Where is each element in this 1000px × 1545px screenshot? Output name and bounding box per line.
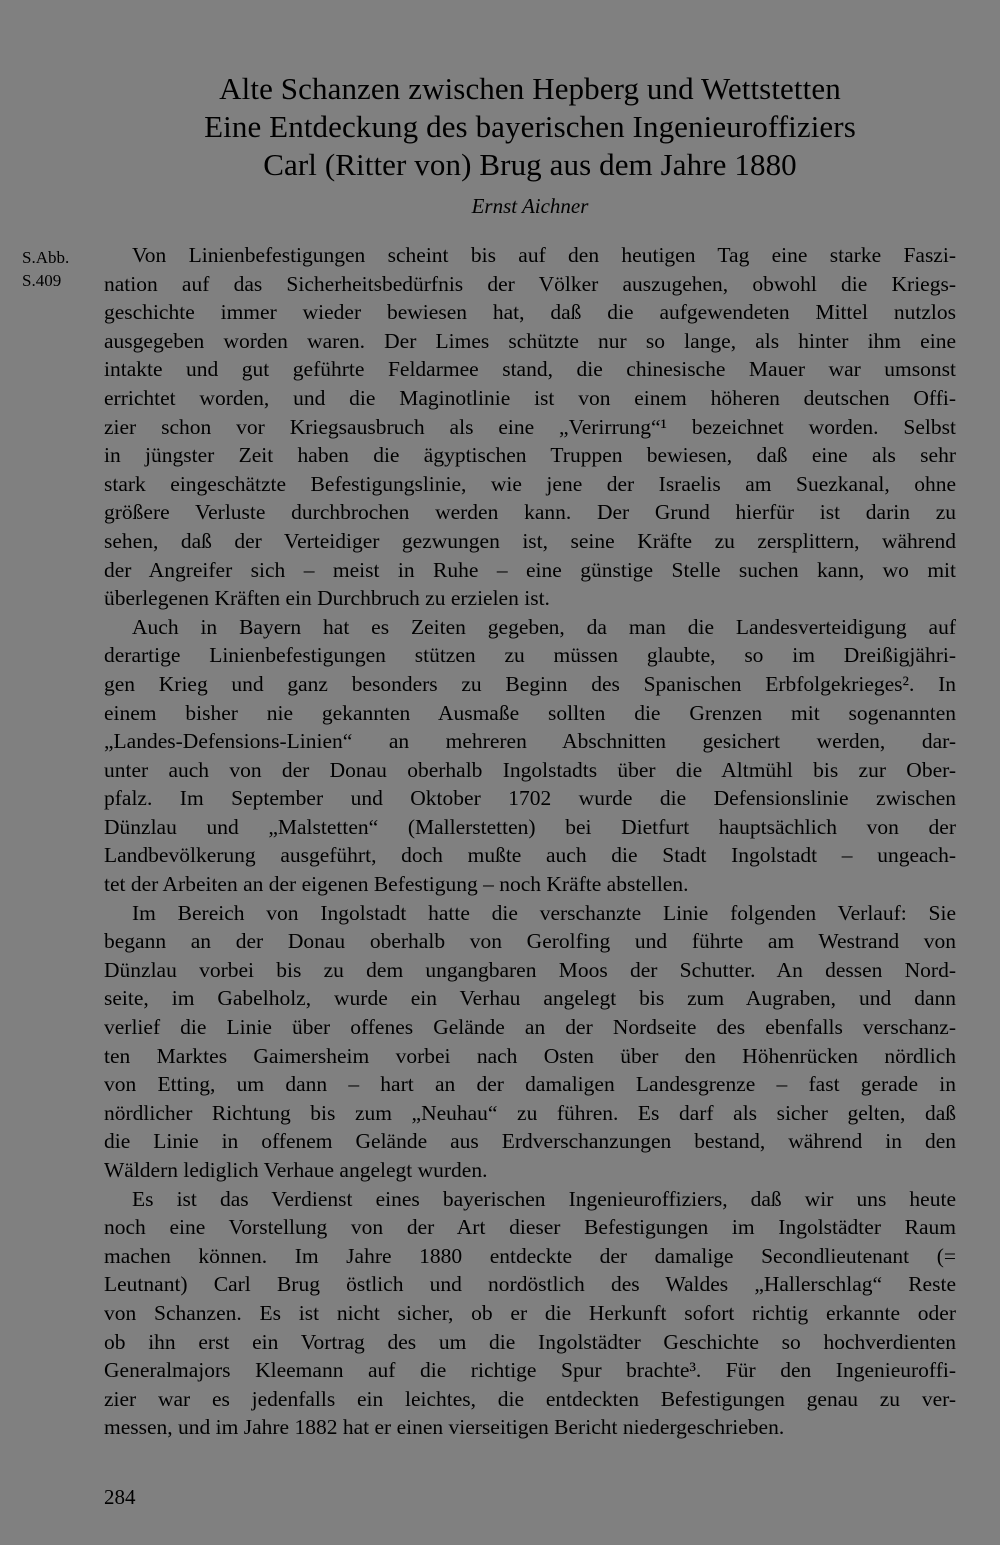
text-line: einem bisher nie gekannten Ausmaße sollten die Grenzen mit sogenannten [104, 700, 956, 725]
text-line: Generalmajors Kleemann auf die richtige Spur brachte³. Für den Ingenieuroffi- [104, 1358, 956, 1383]
text-line: gen Krieg und ganz besonders zu Beginn des Spanischen Erbfolgekrieges². In [104, 671, 956, 696]
text-line: ausgegeben worden waren. Der Limes schützte nur so lange, als hinter ihm eine [104, 328, 956, 353]
body-text [104, 241, 956, 1442]
text-line: nation auf das Sicherheitsbedürfnis der Völker auszugehen, obwohl die Kriegs- [104, 271, 956, 296]
text-line: Auch in Bayern hat es Zeiten gegeben, da man die Landesverteidigung auf [132, 614, 956, 639]
article-title [100, 70, 960, 184]
text-line: Im Bereich von Ingolstadt hatte die verschanzte Linie folgenden Verlauf: Sie [132, 900, 956, 925]
text-line: machen können. Im Jahre 1880 entdeckte der damalige Secondlieutenant (= [104, 1243, 956, 1268]
text-line: pfalz. Im September und Oktober 1702 wurde die Defensionslinie zwischen [104, 786, 956, 811]
text-line: der Angreifer sich – meist in Ruhe – eine günstige Stelle suchen kann, wo mit [104, 557, 956, 582]
page-number: 284 [104, 1485, 136, 1509]
text-line: noch eine Vorstellung von der Art dieser Befestigungen im Ingolstädter Raum [104, 1215, 956, 1240]
text-line: tet der Arbeiten an der eigenen Befestigung – noch Kräfte abstellen. [104, 872, 689, 897]
text-line: derartige Linienbefestigungen stützen zu müssen glaubte, so im Dreißigjähri- [104, 643, 956, 668]
text-line: sehen, daß der Verteidiger gezwungen ist, seine Kräfte zu zersplittern, während [104, 528, 956, 553]
text-line: geschichte immer wieder bewiesen hat, daß die aufgewendeten Mittel nutzlos [104, 300, 956, 325]
text-line: größere Verluste durchbrochen werden kann. Der Grund hierfür ist darin zu [104, 500, 956, 525]
text-line: unter auch von der Donau oberhalb Ingolstadts über die Altmühl bis zur Ober- [104, 757, 956, 782]
text-line: Dünzlau und „Malstetten“ (Mallerstetten) bei Dietfurt hauptsächlich von der [104, 814, 956, 839]
text-line: von Schanzen. Es ist nicht sicher, ob er die Herkunft sofort richtig erkannte oder [104, 1300, 956, 1325]
text-line: Landbevölkerung ausgeführt, doch mußte auch die Stadt Ingolstadt – ungeach- [104, 843, 956, 868]
subtitle-line: Carl (Ritter von) Brug aus dem Jahre 1880 [263, 147, 797, 182]
margin-note-line: S.409 [22, 271, 62, 290]
subtitle-line: Eine Entdeckung des bayerischen Ingenieuroffiziers [204, 109, 856, 144]
text-line: messen, und im Jahre 1882 hat er einen vierseitigen Bericht niedergeschrieben. [104, 1415, 785, 1440]
margin-note-line: S.Abb. [22, 248, 70, 267]
title-line: Alte Schanzen zwischen Hepberg und Wettstetten [219, 71, 841, 106]
text-line: verlief die Linie über offenes Gelände an der Nordseite des ebenfalls verschanz- [104, 1015, 956, 1040]
text-line: nördlicher Richtung bis zum „Neuhau“ zu führen. Es darf als sicher gelten, daß [104, 1100, 956, 1125]
text-line: Dünzlau vorbei bis zu dem ungangbaren Moos der Schutter. An dessen Nord- [104, 957, 956, 982]
margin-note [22, 246, 97, 292]
text-line: errichtet worden, und die Maginotlinie ist von einem höheren deutschen Offi- [104, 385, 956, 410]
text-line: Von Linienbefestigungen scheint bis auf den heutigen Tag eine starke Faszi- [132, 243, 956, 267]
text-line: die Linie in offenem Gelände aus Erdverschanzungen bestand, während in den [104, 1129, 956, 1154]
text-line: zier war es jedenfalls ein leichtes, die entdeckten Befestigungen genau zu ver- [104, 1386, 956, 1411]
text-line: ten Marktes Gaimersheim vorbei nach Osten über den Höhenrücken nördlich [104, 1043, 956, 1068]
author-name: Ernst Aichner [471, 194, 589, 218]
text-line: überlegenen Kräften ein Durchbruch zu erzielen ist. [104, 586, 550, 611]
text-line: ob ihn erst ein Vortrag des um die Ingolstädter Geschichte so hochverdienten [104, 1329, 956, 1354]
text-line: in jüngster Zeit haben die ägyptischen Truppen bewiesen, daß eine als sehr [104, 443, 956, 468]
text-line: Leutnant) Carl Brug östlich und nordöstlich des Waldes „Hallerschlag“ Reste [104, 1272, 956, 1297]
text-line: „Landes-Defensions-Linien“ an mehreren Abschnitten gesichert werden, dar- [104, 729, 956, 754]
text-line: stark eingeschätzte Befestigungslinie, wie jene der Israelis am Suezkanal, ohne [104, 471, 956, 496]
text-line: zier schon vor Kriegsausbruch als eine „Verirrung“¹ bezeichnet worden. Selbst [104, 414, 956, 439]
text-line: intakte und gut geführte Feldarmee stand, die chinesische Mauer war umsonst [104, 357, 956, 382]
text-line: Es ist das Verdienst eines bayerischen Ingenieuroffiziers, daß wir uns heute [132, 1186, 956, 1211]
text-line: begann an der Donau oberhalb von Gerolfing und führte am Westrand von [104, 929, 956, 954]
text-line: Wäldern lediglich Verhaue angelegt wurden. [104, 1158, 488, 1182]
text-line: seite, im Gabelholz, wurde ein Verhau angelegt bis zum Augraben, und dann [104, 986, 956, 1011]
text-line: von Etting, um dann – hart an der damaligen Landesgrenze – fast gerade in [104, 1072, 956, 1097]
